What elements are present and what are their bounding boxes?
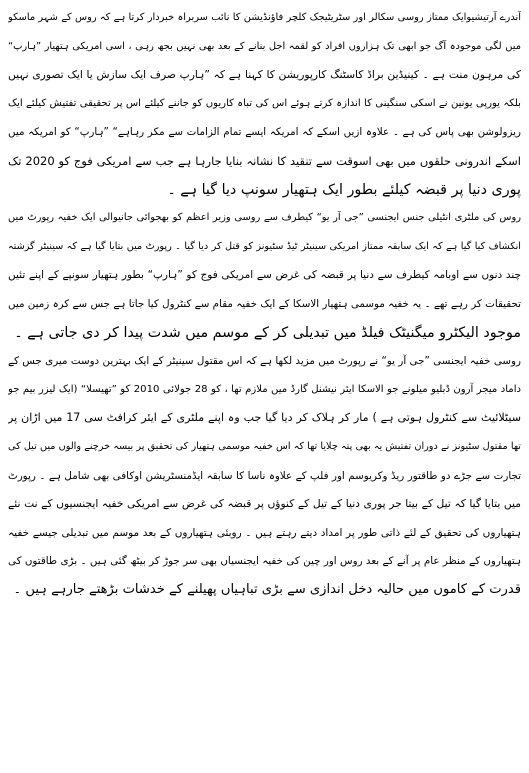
text-line: روس کی ملٹری انٹیلی جنس ایجنسی ”جی آر یو“ کیطرف سے روسی وزیر اعظم کو بھجوائی جانیوالی ایک خفیہ رپورٹ میں bbox=[8, 212, 521, 224]
text-line: قدرت کے کاموں میں حالیہ دخل اندازی سے بڑی تباہیاں پھیلنے کے خدشات بڑھتے جارہے ہیں ۔ bbox=[13, 581, 521, 597]
text-line: آندرے آرتیشیوایک ممتاز روسی سکالر اور سٹریٹیجک کلچر فاؤنڈیشن کا نائب سربراہ خبردار کرتا ہے کہ روس کے شہر ماسکو bbox=[8, 12, 521, 23]
text-line: ریزولوشن بھی پاس کی ہے ۔ علاوہ ازیں اسکے کہ امریکہ ایسے تمام الزامات سے مکر رہاہے“ ”ہارپ“ کو امریکہ میں bbox=[8, 126, 521, 139]
text-line: انکشاف کیا گیا ہے کہ ایک سابقہ ممتاز امریکی سینیٹر ٹیڈ سٹیونز کو قتل کر دیا گیا ۔ رپورٹ میں بتایا گیا ہے کہ سینیٹر گزشتہ bbox=[8, 240, 521, 252]
text-line: اسکے اندرونی حلقوں میں بھی اسوقت سے تنقید کا نشانہ بنایا جارہا ہے جب سے امریکی فوج کو 2020 تک bbox=[8, 153, 521, 168]
text-line: داماد میجر آرون ڈبلیو میلونے جو الاسکا ایئر نیشنل گارڈ میں ملازم تھا ، کو 28 جولائی 2010 کو ”تھیسلا“ (ایک لیزر بیم جو bbox=[8, 383, 521, 395]
text-line: کی مرہون منت ہے ۔ کینیڈین براڈ کاسٹنگ کارپوریشن کا کہنا ہے کہ ”ہارپ صرف ایک سازش یا ایک تصوری نہیں bbox=[8, 68, 521, 82]
text-line: میں بتایا گیا کہ تیل کے بیتا جر پوری دنیا کے تیل کے کنوؤں پر قبضہ کی غرض سے امریکی خفیہ ایجنسیوں کے نت نئے bbox=[8, 497, 521, 511]
text-line: ہتھیاروں کی تحقیق کے لئے ذاتی طور پر امداد دیتے رہتے ہیں ۔ روبئی ہتھیاروں کے بعد موسم میں تبدیلی جیسے خفیہ bbox=[8, 526, 521, 539]
text-line: موجود الیکٹرو میگنیٹک فیلڈ میں تبدیلی کر کے موسم میں شدت پیدا کر دی جاتی ہے ۔ bbox=[14, 324, 521, 341]
text-line: تجارت سے جڑے دو طاقتور ریڈ وکریوسم اور فلپ کے علاوہ ناسا کا سابقہ ایڈمنسٹریشن اوکافی بھی شامل ہے ۔ رپورٹ bbox=[8, 469, 521, 482]
article-paragraph-3 bbox=[8, 347, 521, 604]
text-line: روسی خفیہ ایجنسی ”جی آر یو“ نے رپورٹ میں مزید لکھا ہے کہ اس مقتول سینیٹر کے ایک بہترین دوست میری جس کے bbox=[8, 355, 521, 368]
text-line: بلکہ یورپی یونین نے اسکی سنگینی کا اندازہ کرتے ہوئے اس کی تباہ کاریوں کو جاننے کیلئے اس پر تحقیقی تفتیش کیلئے ایک bbox=[8, 97, 521, 109]
article-paragraph-2 bbox=[8, 204, 521, 347]
text-line: تھا مقتول سٹیونز نے دوران تفتیش یہ بھی پتہ چلایا تھا کہ اس خفیہ موسمی ہتھیار کی تحقیق پر بیسہ خرچنے والوں میں تیل کی bbox=[8, 440, 521, 452]
text-line: تحقیقات کر رہے تھے ۔ یہ خفیہ موسمی ہتھیار الاسکا کے ایک خفیہ مقام سے کنٹرول کیا جاتا ہے جس سے کرہ زمین میں bbox=[8, 297, 521, 310]
text-line: ہتھیاروں کے منظر عام پر آنے کے بعد روس اور چین کی خفیہ ایجنسیاں بھی سر جوڑ کر بیٹھ گئی ہیں ۔ بڑی طاقتوں کی bbox=[8, 555, 521, 568]
article-paragraph-1 bbox=[8, 4, 521, 204]
text-line: سیٹلائیٹ سے کنٹرول ہوتی ہے ) مار کر ہلاک کر دیا گیا جب وہ اپنے ملٹری کے ایئر کرافٹ سی 17 میں اڑان پر bbox=[8, 411, 521, 425]
text-line: چند دنوں سے اوبامہ کیطرف سے دنیا پر قبضہ کی غرض سے امریکی فوج کو ”ہارپ“ بطور ہتھیار سونپے کے اپنے تئیں bbox=[8, 269, 521, 282]
text-line: پوری دنیا پر قبضہ کیلئے بطور ایک ہتھیار سونپ دیا گیا ہے ۔ bbox=[167, 181, 521, 198]
text-line: میں لگی موجودہ آگ جو ابھی تک ہزاروں افراد کو لقمہ اجل بنانے کے بعد بھی نہیں بجھ رہی ، اسی امریکی ہتھیار ”ہارپ“ bbox=[8, 40, 521, 52]
